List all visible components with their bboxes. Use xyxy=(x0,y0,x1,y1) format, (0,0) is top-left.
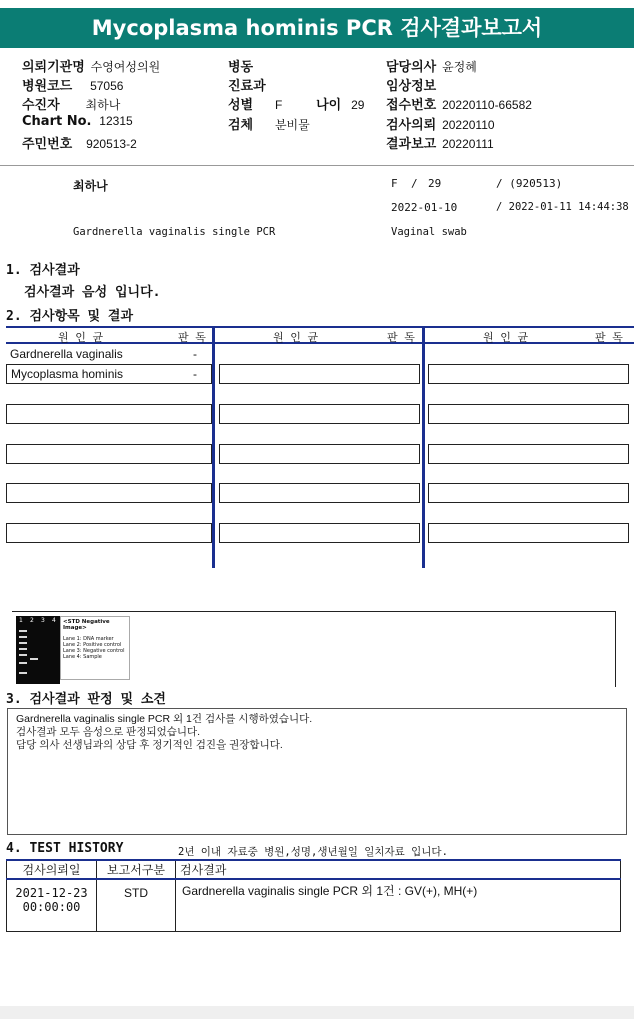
summary-sample: Vaginal swab xyxy=(391,226,467,238)
col-header-judge: 판 독 xyxy=(387,331,415,344)
column-divider xyxy=(422,326,425,568)
lane-number: 1 xyxy=(19,617,23,624)
result-cell xyxy=(6,364,212,384)
doctor-row xyxy=(386,56,477,75)
result-cell xyxy=(6,444,212,464)
summary-birth: / (920513) xyxy=(496,177,563,190)
sex-value: F xyxy=(274,98,283,112)
report-row xyxy=(386,133,494,152)
opinion-line: 검사결과 모두 음성으로 판정되었습니다. xyxy=(16,726,201,738)
summary-sex: F xyxy=(391,177,398,190)
gel-legend-line: Lane 1: DNA marker xyxy=(63,636,114,642)
doctor-label: 담당의사 xyxy=(386,60,437,75)
specimen-value: 분비물 xyxy=(274,118,310,132)
lane-number: 2 xyxy=(30,617,34,624)
col-header-3 xyxy=(425,326,634,344)
section1-heading: 1. 검사결과 xyxy=(6,263,80,278)
ward-row xyxy=(228,56,253,75)
result-row-name: Mycoplasma hominis xyxy=(11,367,124,381)
receipt-value: 20220110-66582 xyxy=(442,98,532,112)
result-cell xyxy=(428,523,629,543)
gel-band xyxy=(30,658,38,660)
history-table xyxy=(6,859,621,932)
specimen-row xyxy=(228,114,310,133)
result-cell xyxy=(428,444,629,464)
history-header-result: 검사결과 xyxy=(176,860,621,879)
result-cell xyxy=(428,404,629,424)
result-row-judge: - xyxy=(193,367,197,381)
section1-text: 검사결과 음성 입니다. xyxy=(24,285,161,300)
rrn-label: 주민번호 xyxy=(22,137,73,152)
patient-row xyxy=(22,94,120,113)
section3-heading: 3. 검사결과 판정 및 소견 xyxy=(6,692,166,707)
institution-row xyxy=(22,56,160,75)
history-header-row xyxy=(7,860,621,879)
history-time: 00:00:00 xyxy=(22,900,81,914)
col-header-pathogen: 원 인 균 xyxy=(273,331,319,344)
history-header-date: 검사의뢰일 xyxy=(7,860,97,879)
lane-number: 3 xyxy=(41,617,45,624)
result-row-name: Gardnerella vaginalis xyxy=(10,347,123,361)
gel-band xyxy=(19,662,27,664)
result-cell xyxy=(6,404,212,424)
receipt-label: 접수번호 xyxy=(386,98,437,113)
result-cell xyxy=(219,364,420,384)
institution-label: 의뢰기관명 xyxy=(22,60,85,75)
lane-number: 4 xyxy=(52,617,56,624)
col-header-judge: 판 독 xyxy=(178,331,206,344)
gel-legend-line: Lane 3: Negative control xyxy=(63,648,125,654)
patient-value: 최하나 xyxy=(85,98,121,112)
specimen-label: 검체 xyxy=(228,118,254,133)
result-cell xyxy=(6,483,212,503)
gel-legend-line: Lane 2: Positive control xyxy=(63,642,122,648)
opinion-box xyxy=(7,708,627,835)
clinical-label: 임상정보 xyxy=(386,79,437,94)
opinion-line: 담당 의사 선생님과의 상담 후 정기적인 검진을 권장합니다. xyxy=(16,739,283,751)
hospital-code-row xyxy=(22,75,123,94)
report-value: 20220111 xyxy=(442,137,494,151)
gel-band xyxy=(19,636,27,638)
result-cell xyxy=(428,483,629,503)
gel-band xyxy=(19,630,27,632)
col-header-pathogen: 원 인 균 xyxy=(58,331,104,344)
history-type: STD xyxy=(97,879,176,931)
gel-band xyxy=(19,654,27,656)
summary-date2: / 2022-01-11 14:44:38 xyxy=(496,201,629,213)
request-label: 검사의뢰 xyxy=(386,118,437,133)
summary-test-name: Gardnerella vaginalis single PCR xyxy=(73,226,276,238)
col-header-judge: 판 독 xyxy=(595,331,623,344)
col-header-pathogen: 원 인 균 xyxy=(483,331,529,344)
page-footer-bar xyxy=(0,1006,634,1019)
chart-label: Chart No. xyxy=(22,114,92,129)
summary-slash: / xyxy=(411,177,418,190)
history-note: 2년 이내 자료중 병원,성명,생년월일 일치자료 입니다. xyxy=(178,846,448,858)
history-result: Gardnerella vaginalis single PCR 외 1건 : GV(+), MH(+) xyxy=(176,879,621,931)
dept-label: 진료과 xyxy=(228,79,266,94)
chart-value: 12315 xyxy=(99,114,133,128)
col-header-2 xyxy=(215,326,422,344)
hospital-code-label: 병원코드 xyxy=(22,79,73,94)
history-header-type: 보고서구분 xyxy=(97,860,176,879)
gel-band xyxy=(19,648,27,650)
summary-age: 29 xyxy=(428,177,442,190)
age-label: 나이 xyxy=(316,98,342,113)
result-cell xyxy=(428,364,629,384)
result-cell xyxy=(219,483,420,503)
summary-name: 최하나 xyxy=(73,179,108,193)
receipt-row xyxy=(386,94,532,113)
gel-legend-line: Lane 4: Sample xyxy=(63,654,102,660)
hospital-code-value: 57056 xyxy=(90,79,124,93)
gel-electrophoresis-image xyxy=(16,616,60,684)
report-title: Mycoplasma hominis PCR 검사결과보고서 xyxy=(0,8,634,48)
chart-row xyxy=(22,114,133,129)
column-divider xyxy=(212,326,215,568)
age-value: 29 xyxy=(351,98,365,112)
gel-legend-title: <STD Negative Image> xyxy=(63,619,110,631)
history-row xyxy=(7,879,621,931)
institution-value: 수영여성의원 xyxy=(90,60,161,74)
gel-band xyxy=(19,642,27,644)
history-date: 2021-12-23 xyxy=(15,886,88,900)
result-cell xyxy=(219,404,420,424)
gel-image-frame xyxy=(12,611,616,687)
request-value: 20220110 xyxy=(442,118,495,132)
result-cell xyxy=(6,523,212,543)
doctor-value: 윤정혜 xyxy=(442,60,477,74)
result-cell xyxy=(219,444,420,464)
request-row xyxy=(386,114,495,133)
rrn-value: 920513-2 xyxy=(86,137,137,151)
result-row-judge: - xyxy=(193,347,197,361)
section4-heading: 4. TEST HISTORY xyxy=(6,841,124,856)
opinion-line: Gardnerella vaginalis single PCR 외 1건 검사를 시행하였습니다. xyxy=(16,713,313,725)
section2-heading: 2. 검사항목 및 결과 xyxy=(6,309,134,324)
sex-label: 성별 xyxy=(228,98,254,113)
summary-date1: 2022-01-10 xyxy=(391,201,458,214)
patient-header xyxy=(0,48,634,166)
sex-row xyxy=(228,94,364,113)
col-header-1 xyxy=(6,326,212,344)
ward-label: 병동 xyxy=(228,60,254,75)
history-cell-date xyxy=(7,879,97,931)
clinical-row xyxy=(386,75,436,94)
result-cell xyxy=(219,523,420,543)
dept-row xyxy=(228,75,266,94)
gel-legend xyxy=(60,616,130,680)
rrn-row xyxy=(22,133,137,152)
patient-label: 수진자 xyxy=(22,98,60,113)
report-label: 결과보고 xyxy=(386,137,437,152)
gel-band xyxy=(19,672,27,674)
